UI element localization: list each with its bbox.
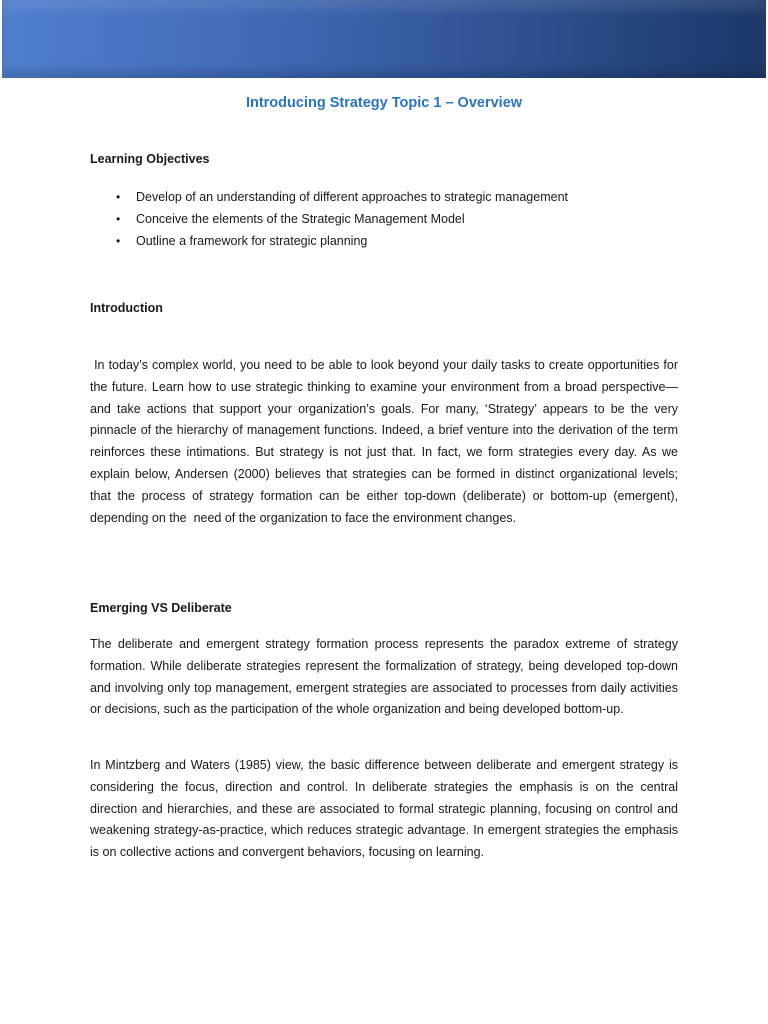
list-item [90,186,690,208]
introduction-heading: Introduction [90,301,163,315]
bullet-icon: • [116,212,121,226]
list-item [90,208,690,230]
header-banner [2,0,766,78]
list-item-text: Outline a framework for strategic planning [136,234,368,248]
deliberate-emergent-paragraph: The deliberate and emergent strategy formation process represents the paradox extreme of strategy formation. While deliberate strategies represent the formalization of strategy, being developed top-down and involving only top management, emergent strategies are associated to processes from daily activities or decisions, such as the participation of the whole organization and being developed bottom-up. [90,637,678,717]
list-item-text: Conceive the elements of the Strategic Management Model [136,212,465,226]
learning-objectives-list [90,186,690,252]
list-item [90,230,690,252]
document-title: Introducing Strategy Topic 1 – Overview [245,95,523,111]
mintzberg-waters-paragraph: In Mintzberg and Waters (1985) view, the basic difference between deliberate and emergent strategy is considering the focus, direction and control. In deliberate strategies the emphasis is on the central direction and hierarchies, and these are associated to formal strategic planning, focusing on control and weakening strategy-as-practice, which reduces strategic advantage. In emergent strategies the emphasis is on collective actions and convergent behaviors, focusing on learning. [90,758,678,860]
learning-objectives-heading: Learning Objectives [90,152,210,166]
list-item-text: Develop of an understanding of different approaches to strategic management [136,190,568,204]
introduction-paragraph: In today’s complex world, you need to be able to look beyond your daily tasks to create opportunities for the future. Learn how to use strategic thinking to examine your environment from a broad perspective—and take actions that support your organization’s goals. For many, ‘Strategy’ appears to be the very pinnacle of the hierarchy of management functions. Indeed, a brief venture into the derivation of the term reinforces these intimations. But strategy is not just that. In fact, we form strategies every day. As we explain below, Andersen (2000) believes that strategies can be formed in distinct organizational levels; that the process of strategy formation can be either top-down (deliberate) or bottom-up (emergent), depending on the need of the organization to face the environment changes. [90,358,682,525]
emerging-vs-deliberate-heading: Emerging VS Deliberate [90,601,232,615]
bullet-icon: • [116,190,121,204]
bullet-icon: • [116,234,121,248]
